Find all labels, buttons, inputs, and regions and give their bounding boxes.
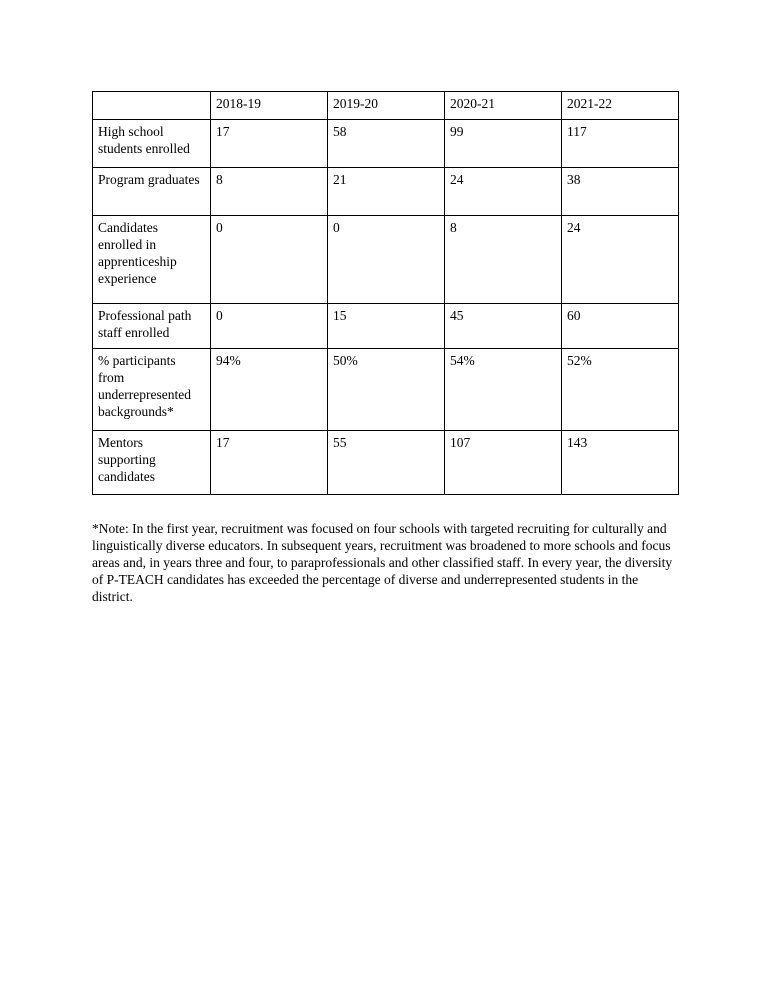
cell-value: 17 — [211, 120, 328, 168]
cell-value: 0 — [211, 216, 328, 304]
row-label: Candidates enrolled in apprenticeship experience — [93, 216, 211, 304]
table-row — [93, 431, 679, 495]
cell-value: 143 — [562, 431, 679, 495]
row-label: % participants from underrepresented backgrounds* — [93, 349, 211, 431]
cell-value: 99 — [445, 120, 562, 168]
table-row — [93, 168, 679, 216]
footnote-text: *Note: In the first year, recruitment was focused on four schools with targeted recruiting for culturally and linguistically diverse educators. In subsequent years, recruitment was broadened to more schools and focus areas and, in years three and four, to paraprofessionals and other classified staff. In every year, the diversity of P-TEACH candidates has exceeded the percentage of diverse and underrepresented students in the district. — [92, 521, 673, 604]
program-data-table — [92, 91, 679, 495]
cell-value: 117 — [562, 120, 679, 168]
row-label: Professional path staff enrolled — [93, 304, 211, 349]
table-header-row — [93, 92, 679, 120]
cell-value: 21 — [328, 168, 445, 216]
cell-value: 24 — [445, 168, 562, 216]
table-row — [93, 216, 679, 304]
cell-value: 0 — [211, 304, 328, 349]
cell-value: 45 — [445, 304, 562, 349]
table-row — [93, 120, 679, 168]
cell-value: 60 — [562, 304, 679, 349]
cell-value: 17 — [211, 431, 328, 495]
cell-value: 58 — [328, 120, 445, 168]
cell-value: 38 — [562, 168, 679, 216]
table-row — [93, 304, 679, 349]
header-cell-2019-20: 2019-20 — [328, 92, 445, 120]
header-cell-2020-21: 2020-21 — [445, 92, 562, 120]
header-cell-2021-22: 2021-22 — [562, 92, 679, 120]
cell-value: 8 — [445, 216, 562, 304]
cell-value: 8 — [211, 168, 328, 216]
cell-value: 94% — [211, 349, 328, 431]
cell-value: 0 — [328, 216, 445, 304]
row-label: Mentors supporting candidates — [93, 431, 211, 495]
cell-value: 52% — [562, 349, 679, 431]
row-label: Program graduates — [93, 168, 211, 216]
cell-value: 24 — [562, 216, 679, 304]
cell-value: 55 — [328, 431, 445, 495]
header-cell-blank — [93, 92, 211, 120]
cell-value: 50% — [328, 349, 445, 431]
table-row — [93, 349, 679, 431]
cell-value: 54% — [445, 349, 562, 431]
header-cell-2018-19: 2018-19 — [211, 92, 328, 120]
cell-value: 107 — [445, 431, 562, 495]
cell-value: 15 — [328, 304, 445, 349]
row-label: High school students enrolled — [93, 120, 211, 168]
